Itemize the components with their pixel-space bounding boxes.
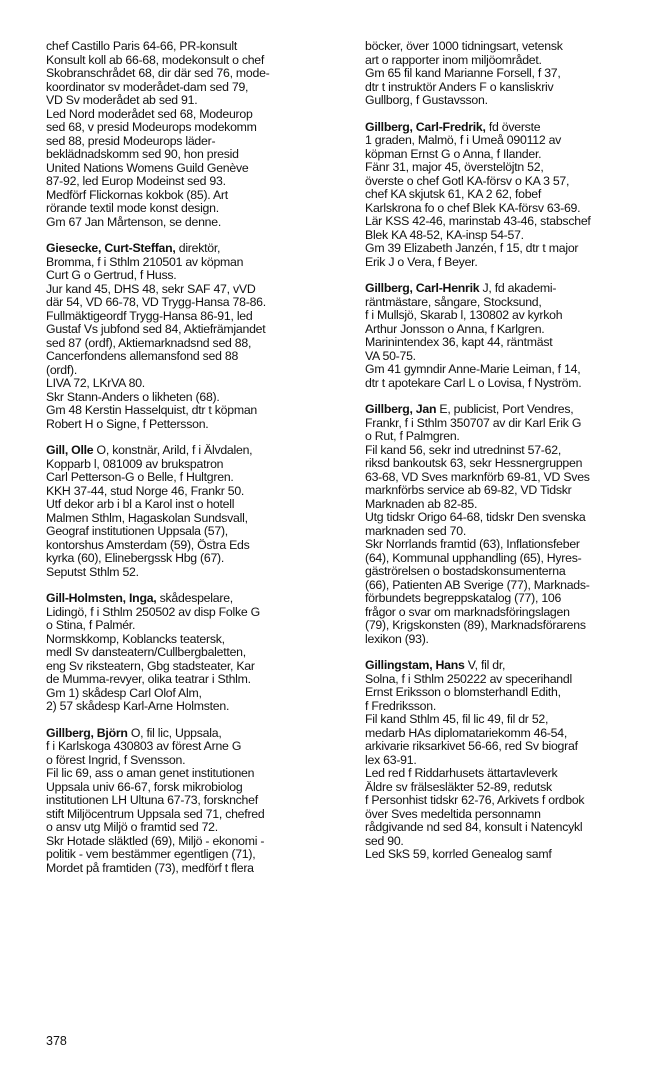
entry-text-line: där 54, VD 66-78, VD Trygg-Hansa 78-86. xyxy=(46,296,266,309)
entry-text-line: medl Sv dansteatern/Cullbergbaletten, xyxy=(46,646,246,659)
entry-text-line: Gm 65 fil kand Marianne Forsell, f 37, xyxy=(365,67,561,80)
entry-text-line: chef KA skjutsk 61, KA 2 62, fobef xyxy=(365,188,542,201)
entry-text-line: marknaden sed 70. xyxy=(365,524,467,538)
entry-text-line: VD Sv moderådet ab sed 91. xyxy=(46,94,198,107)
entry-name: Giesecke, Curt-Steffan, xyxy=(46,242,176,255)
entry-text-line: Utf dekor arb i bl a Karol inst o hotell xyxy=(46,498,235,511)
biography-entry xyxy=(46,242,336,431)
entry-text-line: Kopparb l, 081009 av brukspatron xyxy=(46,457,224,471)
entry-heading-rest: V, fil dr, xyxy=(464,659,506,672)
entry-text-line: Medförf Flickornas kokbok (85). Art xyxy=(46,188,228,202)
entry-heading-line xyxy=(46,592,336,606)
entry-text-line: Gm 67 Jan Mårtenson, se denne. xyxy=(46,215,222,229)
entry-text-line: Konsult koll ab 66-68, modekonsult o chef xyxy=(46,53,265,67)
entry-text-line: Fil kand Sthlm 45, fil lic 49, fil dr 52, xyxy=(365,713,549,726)
entry-text-line: frågor o svar om marknadsföringslagen xyxy=(365,605,570,619)
entry-text-line: rörande textil mode konst design. xyxy=(46,202,219,215)
entry-heading-rest: skådespelare, xyxy=(156,592,233,605)
biography-entry xyxy=(365,121,657,270)
entry-text-line: riksd bankoutsk 63, sekr Hessnergruppen xyxy=(365,457,583,470)
entry-heading-line xyxy=(46,727,336,741)
entry-text-line: sed 87 (ordf), Aktiemarknadsnd sed 88, xyxy=(46,336,252,350)
entry-text-line: Marinintendex 36, kapt 44, räntmäst xyxy=(365,336,553,349)
entry-text-line: f i Mullsjö, Skarab l, 130802 av kyrkoh xyxy=(365,309,563,322)
entry-text-line: Blek KA 48-52, KA-insp 54-57. xyxy=(365,228,524,242)
entry-name: Gillberg, Carl-Fredrik, xyxy=(365,120,486,134)
biography-entry xyxy=(365,403,657,646)
entry-text-line: Led SkS 59, korrled Genealog samf xyxy=(365,848,552,861)
biography-entry xyxy=(46,727,336,876)
entry-text-line: marknförbs service ab 69-82, VD Tidskr xyxy=(365,484,572,497)
entry-text-line: Curt G o Gertrud, f Huss. xyxy=(46,269,177,282)
entry-text-line: gäströrelsen o bostadskonsumenterna xyxy=(365,565,566,578)
entry-text-line: Utg tidskr Origo 64-68, tidskr Den svenska xyxy=(365,511,586,524)
entry-text-line: f Fredriksson. xyxy=(365,699,436,713)
entry-text-line: f Personhist tidskr 62-76, Arkivets f ordbok xyxy=(365,794,585,807)
entry-name: Gill, Olle xyxy=(46,444,94,457)
entry-text-line: böcker, över 1000 tidningsart, vetensk xyxy=(365,40,563,53)
entry-text-line: f i Karlskoga 430803 av förest Arne G xyxy=(46,740,242,753)
entry-text-line: Gustaf Vs jubfond sed 84, Aktiefrämjandet xyxy=(46,323,266,336)
entry-text-line: Skr Hotade släktled (69), Miljö - ekonomi - xyxy=(46,834,265,848)
entry-text-line: kyrka (60), Elinebergssk Hbg (67). xyxy=(46,552,225,565)
entry-text-line: o förest Ingrid, f Svensson. xyxy=(46,753,186,767)
entry-text-line: Fil lic 69, ass o aman genet institutionen xyxy=(46,767,255,780)
entry-text-line: Fullmäktigeordf Trygg-Hansa 86-91, led xyxy=(46,309,253,323)
entry-text-line: Carl Petterson-G o Belle, f Hultgren. xyxy=(46,471,234,484)
entry-text-line: Uppsala univ 66-67, forsk mikrobiolog xyxy=(46,780,243,794)
entry-text-line: (64), Kommunal upphandling (65), Hyres- xyxy=(365,551,582,565)
entry-text-line: (79), Krigskonsten (89), Marknadsförarens xyxy=(365,619,586,632)
entry-name: Gillberg, Björn xyxy=(46,726,128,740)
entry-text-line: LIVA 72, LKrVA 80. xyxy=(46,377,145,390)
entry-name: Gillingstam, Hans xyxy=(365,659,465,672)
entry-heading-rest: O, konstnär, Arild, f i Älvdalen, xyxy=(93,444,253,457)
entry-text-line: sed 88, presid Modeurops läder- xyxy=(46,134,216,148)
page-number: 378 xyxy=(46,1034,67,1048)
entry-text-line: (ordf). xyxy=(46,363,78,377)
right-column xyxy=(365,40,657,875)
entry-text-line: Arthur Jonsson o Anna, f Karlgren. xyxy=(365,322,545,336)
entry-heading-line xyxy=(365,282,657,296)
entry-text-line: Marknaden ab 82-85. xyxy=(365,497,478,511)
entry-text-line: över Sves medeltida personnamn xyxy=(365,807,541,821)
entry-text-line: lexikon (93). xyxy=(365,632,429,646)
entry-text-line: Malmen Sthlm, Hagaskolan Sundsvall, xyxy=(46,511,248,525)
biography-entry xyxy=(365,659,657,862)
entry-text-line: Gm 41 gymndir Anne-Marie Leiman, f 14, xyxy=(365,363,581,376)
entry-text-line: Seputst Sthlm 52. xyxy=(46,565,139,579)
entry-heading-rest: fd överste xyxy=(485,120,541,134)
entry-text-line: Cancerfondens allemansfond sed 88 xyxy=(46,350,239,363)
entry-text-line: Bromma, f i Sthlm 210501 av köpman xyxy=(46,255,244,269)
biography-entry xyxy=(365,40,657,108)
entry-text-line: Skr Stann-Anders o likheten (68). xyxy=(46,390,220,404)
entry-heading-rest: O, fil lic, Uppsala, xyxy=(127,726,222,740)
entry-text-line: överste o chef Gotl KA-försv o KA 3 57, xyxy=(365,174,570,188)
entry-text-line: köpman Ernst G o Anna, f Ilander. xyxy=(365,147,542,161)
entry-text-line: arkivarie riksarkivet 56-66, red Sv biograf xyxy=(365,740,578,753)
entry-text-line: 63-68, VD Sves marknförb 69-81, VD Sves xyxy=(365,470,590,484)
entry-text-line: VA 50-75. xyxy=(365,349,416,363)
entry-heading-rest: E, publicist, Port Vendres, xyxy=(436,403,574,416)
entry-text-line: Gm 1) skådesp Carl Olof Alm, xyxy=(46,686,202,700)
entry-text-line: Fil kand 56, sekr ind utredninst 57-62, xyxy=(365,443,561,457)
entry-name: Gillberg, Carl-Henrik xyxy=(365,282,480,295)
entry-name: Gill-Holmsten, Inga, xyxy=(46,592,157,605)
entry-text-line: Fänr 31, major 45, överstelöjtn 52, xyxy=(365,161,544,174)
entry-heading-line xyxy=(365,121,657,135)
entry-text-line: Geograf institutionen Uppsala (57), xyxy=(46,525,228,538)
entry-text-line: o Stina, f Palmér. xyxy=(46,619,136,632)
entry-text-line: förbundets begreppskatalog (77), 106 xyxy=(365,592,562,605)
entry-text-line: Skr Norrlands framtid (63), Inflationsfeber xyxy=(365,538,580,551)
entry-name: Gillberg, Jan xyxy=(365,403,437,416)
entry-heading-line xyxy=(46,242,336,256)
entry-text-line: medarb HAs diplomatariekomm 46-54, xyxy=(365,726,568,740)
entry-text-line: stift Miljöcentrum Uppsala sed 71, chefred xyxy=(46,807,265,821)
entry-text-line: Led Nord moderådet sed 68, Modeurop xyxy=(46,107,253,121)
entry-text-line: sed 68, v presid Modeurops modekomm xyxy=(46,121,257,134)
entry-heading-rest: direktör, xyxy=(175,242,221,255)
entry-text-line: Normskkomp, Koblancks teatersk, xyxy=(46,632,225,646)
entry-text-line: Robert H o Signe, f Pettersson. xyxy=(46,417,209,431)
entry-text-line: räntmästare, sångare, Stocksund, xyxy=(365,295,542,309)
entry-text-line: politik - vem bestämmer egentligen (71), xyxy=(46,848,256,861)
entry-text-line: Gm 39 Elizabeth Janzén, f 15, dtr t major xyxy=(365,242,579,255)
entry-text-line: institutionen LH Ultuna 67-73, forsknchef xyxy=(46,794,258,807)
entry-text-line: 1 graden, Malmö, f i Umeå 090112 av xyxy=(365,134,562,147)
entry-text-line: Jur kand 45, DHS 48, sekr SAF 47, vVD xyxy=(46,282,256,296)
entry-text-line: KKH 37-44, stud Norge 46, Frankr 50. xyxy=(46,484,245,498)
entry-text-line: sed 90. xyxy=(365,834,404,848)
entry-text-line: Ernst Eriksson o blomsterhandl Edith, xyxy=(365,686,561,699)
entry-text-line: Frankr, f i Sthlm 350707 av dir Karl Erik G xyxy=(365,416,582,430)
biography-entry xyxy=(46,592,336,714)
entry-heading-line xyxy=(365,659,657,673)
entry-text-line: o ansv utg Miljö o framtid sed 72. xyxy=(46,821,218,834)
entry-heading-rest: J, fd akademi- xyxy=(479,282,557,295)
entry-text-line: 2) 57 skådesp Karl-Arne Holmsten. xyxy=(46,700,230,713)
entry-text-line: Gullborg, f Gustavsson. xyxy=(365,94,488,107)
entry-text-line: United Nations Womens Guild Genève xyxy=(46,161,249,175)
entry-text-line: Led red f Riddarhusets ättartavleverk xyxy=(365,767,558,780)
entry-text-line: chef Castillo Paris 64-66, PR-konsult xyxy=(46,40,238,53)
biography-entry xyxy=(46,40,336,229)
entry-text-line: Erik J o Vera, f Beyer. xyxy=(365,255,478,269)
entry-text-line: eng Sv riksteatern, Gbg stadsteater, Kar xyxy=(46,659,255,673)
entry-text-line: (66), Patienten AB Sverige (77), Marknads- xyxy=(365,578,590,592)
entry-heading-line xyxy=(46,444,336,458)
entry-text-line: kontorshus Amsterdam (59), Östra Eds xyxy=(46,538,250,552)
entry-text-line: beklädnadskomm sed 90, hon presid xyxy=(46,148,239,161)
entry-text-line: art o rapporter inom miljöområdet. xyxy=(365,53,542,67)
entry-text-line: lex 63-91. xyxy=(365,753,417,767)
entry-text-line: Karlskrona fo o chef Blek KA-försv 63-69. xyxy=(365,201,581,215)
biography-entry xyxy=(46,444,336,579)
entry-text-line: Lidingö, f i Sthlm 250502 av disp Folke G xyxy=(46,605,260,619)
entry-text-line: Gm 48 Kerstin Hasselquist, dtr t köpman xyxy=(46,404,257,417)
entry-text-line: Mordet på framtiden (73), medförf t flera xyxy=(46,861,254,875)
entry-text-line: o Rut, f Palmgren. xyxy=(365,430,460,443)
entry-text-line: rådgivande nd sed 84, konsult i Natencykl xyxy=(365,821,583,834)
entry-text-line: Skobranschrådet 68, dir där sed 76, mode- xyxy=(46,67,270,80)
entry-heading-line xyxy=(365,403,657,417)
left-column xyxy=(46,40,336,888)
entry-text-line: dtr t apotekare Carl L o Lovisa, f Nyström. xyxy=(365,376,582,390)
entry-text-line: dtr t instruktör Anders F o kansliskriv xyxy=(365,80,554,94)
entry-text-line: 87-92, led Europ Modeinst sed 93. xyxy=(46,175,226,188)
entry-text-line: de Mumma-revyer, olika teatrar i Sthlm. xyxy=(46,673,251,686)
entry-text-line: Lär KSS 42-46, marinstab 43-46, stabschef xyxy=(365,215,591,228)
entry-text-line: Solna, f i Sthlm 250222 av specerihandl xyxy=(365,672,572,686)
entry-text-line: koordinator sv moderådet-dam sed 79, xyxy=(46,80,249,94)
biography-entry xyxy=(365,282,657,390)
entry-text-line: Äldre sv frälsesläkter 52-89, redutsk xyxy=(365,780,552,794)
